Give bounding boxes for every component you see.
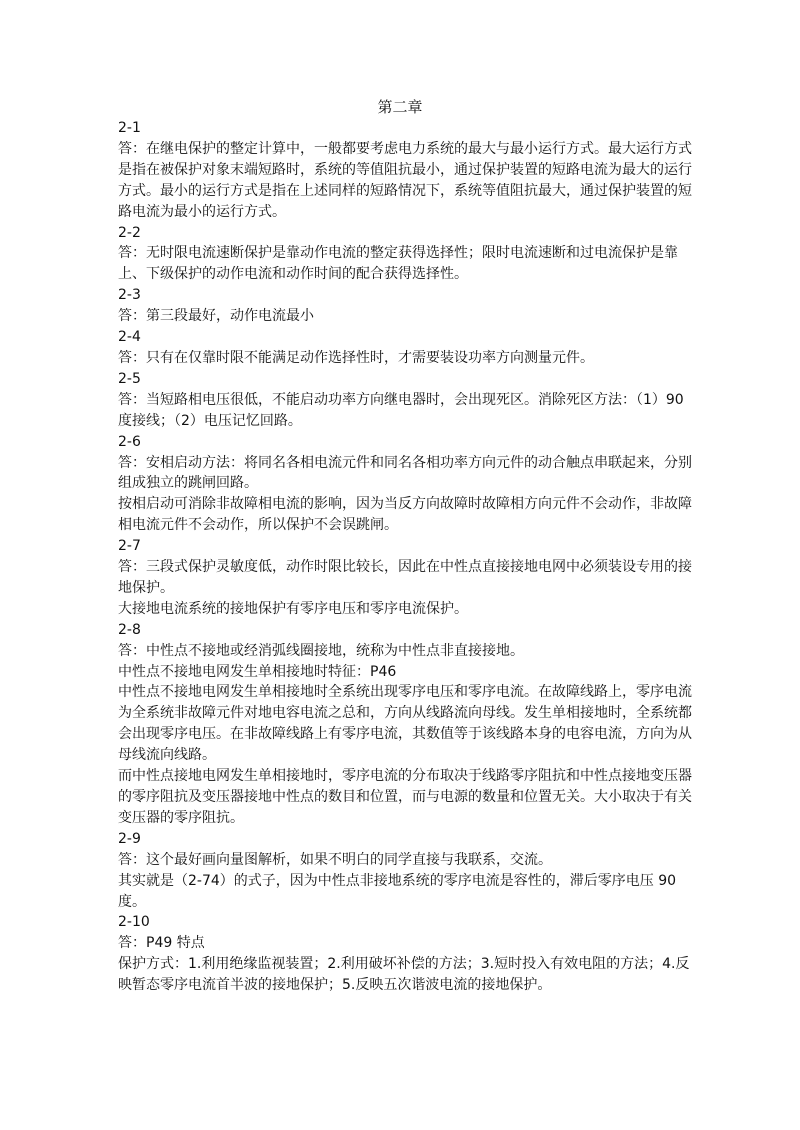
answer-paragraph: 答：在继电保护的整定计算中，一般都要考虑电力系统的最大与最小运行方式。最大运行方式是指在被保护对象末端短路时，系统的等值阻抗最小，通过保护装置的短路电流为最大的运行方式。最小的运行方式是指在上述同样的短路情况下，系统等值阻抗最大，通过保护装置的短路电流为最小的运行方式。 <box>118 140 692 220</box>
answer-section <box>118 536 698 620</box>
question-number: 2-8 <box>118 621 141 638</box>
answer-paragraph: 按相启动可消除非故障相电流的影响，因为当反方向故障时故障相方向元件不会动作，非故障相电流元件不会动作，所以保护不会误跳闸。 <box>118 496 692 534</box>
answer-paragraph: 答：当短路相电压很低，不能启动功率方向继电器时，会出现死区。消除死区方法：（1）90 度接线；（2）电压记忆回路。 <box>118 391 684 429</box>
question-number: 2-7 <box>118 538 141 555</box>
answer-section <box>118 118 698 223</box>
question-number: 2-6 <box>118 433 141 450</box>
question-number: 2-5 <box>118 370 141 387</box>
answer-section <box>118 432 698 537</box>
question-number: 2-1 <box>118 120 141 136</box>
answer-section <box>118 829 698 913</box>
answer-paragraph: 中性点不接地电网发生单相接地时特征：P46 <box>118 663 397 680</box>
answer-section <box>118 912 698 996</box>
answer-section <box>118 620 698 829</box>
answer-paragraph: 其实就是（2-74）的式子，因为中性点非接地系统的零序电流是容性的，滞后零序电压 90 度。 <box>118 872 677 910</box>
answer-paragraph: 答：安相启动方法：将同名各相电流元件和同名各相功率方向元件的动合触点串联起来，分别组成独立的跳闸回路。 <box>118 454 692 492</box>
answer-paragraph: 答：只有在仅靠时限不能满足动作选择性时，才需要装设功率方向测量元件。 <box>118 349 594 366</box>
question-number: 2-2 <box>118 224 141 241</box>
answer-paragraph: 中性点不接地电网发生单相接地时全系统出现零序电压和零序电流。在故障线路上，零序电流为全系统非故障元件对地电容电流之总和，方向从线路流向母线。发生单相接地时，全系统都会出现零序电压。在非故障线路上有零序电流，其数值等于该线路本身的电容电流，方向为从母线流向线路。 <box>118 684 692 764</box>
answer-paragraph: 答：这个最好画向量图解析，如果不明白的同学直接与我联系，交流。 <box>118 851 552 868</box>
answer-paragraph: 答：无时限电流速断保护是靠动作电流的整定获得选择性；限时电流速断和过电流保护是靠上、下级保护的动作电流和动作时间的配合获得选择性。 <box>118 245 678 283</box>
document-body <box>118 118 698 996</box>
answer-paragraph: 答：第三段最好，动作电流最小 <box>118 308 314 325</box>
answer-paragraph: 保护方式：1.利用绝缘监视装置；2.利用破坏补偿的方法；3.短时投入有效电阻的方法；4.反映暂态零序电流首半波的接地保护；5.反映五次谐波电流的接地保护。 <box>118 956 690 994</box>
chapter-title: 第二章 <box>377 98 423 116</box>
answer-section <box>118 327 698 369</box>
answer-paragraph: 大接地电流系统的接地保护有零序电压和零序电流保护。 <box>118 600 468 617</box>
answer-paragraph: 答：P49 特点 <box>118 935 205 952</box>
answer-section <box>118 223 698 286</box>
answer-section <box>118 285 698 327</box>
question-number: 2-4 <box>118 329 141 346</box>
question-number: 2-3 <box>118 287 141 304</box>
answer-paragraph: 而中性点接地电网发生单相接地时，零序电流的分布取决于线路零序阻抗和中性点接地变压器的零序阻抗及变压器接地中性点的数目和位置，而与电源的数量和位置无关。大小取决于有关变压器的零序阻抗。 <box>118 768 692 826</box>
question-number: 2-9 <box>118 830 141 847</box>
answer-paragraph: 答：中性点不接地或经消弧线圈接地，统称为中性点非直接接地。 <box>118 642 524 659</box>
answer-section <box>118 369 698 432</box>
question-number: 2-10 <box>118 914 150 931</box>
answer-paragraph: 答：三段式保护灵敏度低，动作时限比较长，因此在中性点直接接地电网中必须装设专用的接地保护。 <box>118 559 692 596</box>
